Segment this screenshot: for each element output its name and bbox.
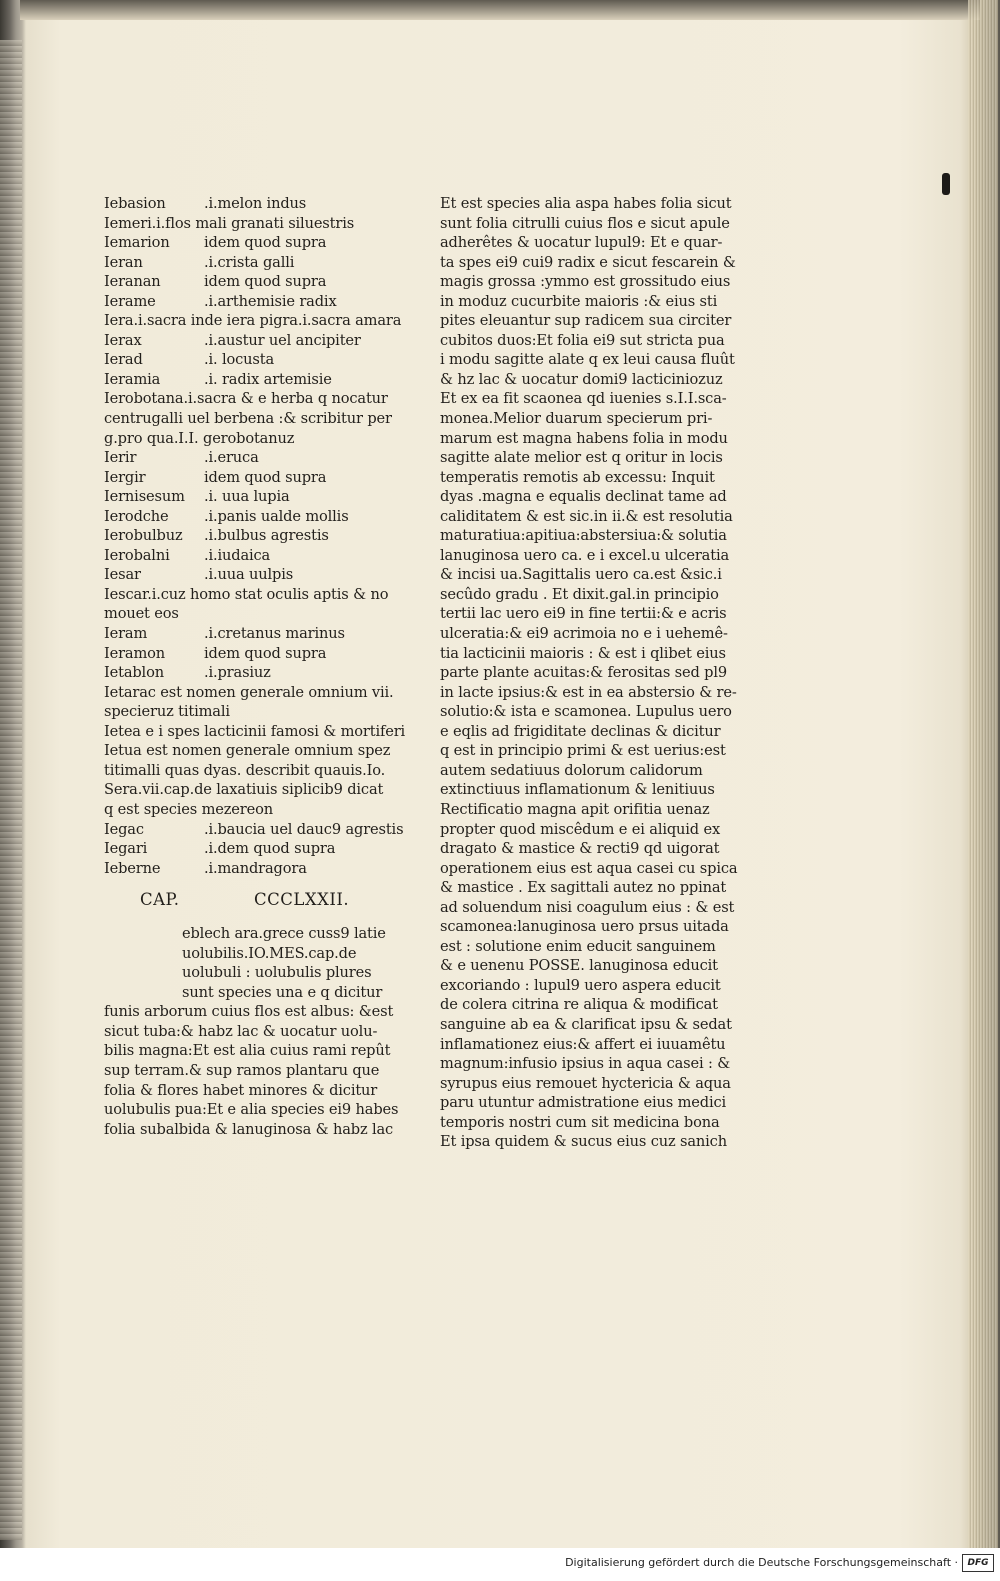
body-text-line: est : solutione enim educit sanguinem — [440, 937, 716, 955]
glossary-entry — [104, 409, 396, 429]
entry-term: Ierobalni — [104, 546, 170, 564]
entry-term: Ierobulbuz — [104, 527, 183, 545]
body-text-line: de colera citrina re aliqua & modificat — [440, 996, 718, 1014]
entry-gloss: idem quod supra — [204, 468, 327, 486]
body-text-line: pites eleuantur sup radicem sua circiter — [440, 312, 732, 330]
entry-term: Iemeri.i.flos mali granati siluestris — [104, 214, 355, 232]
body-text-line: sunt folia citrulli cuius flos e sicut apule — [440, 214, 730, 232]
body-text-line: magis grossa :ymmo est grossitudo eius — [440, 273, 731, 291]
body-text-line: adherêtes & uocatur lupul9: Et e quar- — [440, 234, 723, 252]
body-text-line: inflamationez eius:& affert ei iuuamêtu — [440, 1035, 726, 1053]
entry-gloss: .i.prasiuz — [204, 664, 271, 682]
body-text-line: e eqlis ad frigiditate declinas & dicitur — [440, 722, 721, 740]
entry-term: Ietarac est nomen generale omnium vii. — [104, 683, 394, 701]
entry-gloss: .i.crista galli — [204, 253, 295, 271]
entry-term: Ietua est nomen generale omnium spez — [104, 742, 391, 760]
body-text-line: dragato & mastice & recti9 qd uigorat — [440, 840, 720, 858]
glossary-entry — [104, 800, 396, 820]
entry-term: Ierame — [104, 292, 156, 310]
entry-gloss: .i.baucia uel dauc9 agrestis — [204, 820, 404, 838]
entry-term: specieruz titimali — [104, 703, 230, 721]
entry-gloss: .i.austur uel ancipiter — [204, 331, 361, 349]
entry-gloss: .i.melon indus — [204, 195, 307, 212]
glossary-entry — [104, 585, 396, 605]
entry-gloss: .i. uua lupia — [204, 488, 290, 506]
entry-term: Ieranan — [104, 273, 161, 291]
body-text-line: temperatis remotis ab excessu: Inquit — [440, 468, 715, 486]
glossary-entry — [104, 722, 406, 742]
glossary-entry — [104, 859, 396, 879]
chapter-text-line: sup terram.& sup ramos plantaru que — [104, 1061, 380, 1079]
footer-bar — [0, 1548, 1000, 1581]
glossary-entry — [104, 644, 396, 664]
entry-term: Ietea e i spes lacticinii famosi & mortiferi — [104, 722, 406, 740]
entry-gloss: idem quod supra — [204, 273, 327, 291]
body-text-line: ulceratia:& ei9 acrimoia no e i uehemê- — [440, 625, 728, 643]
body-text-line: solutio:& ista e scamonea. Lupulus uero — [440, 703, 732, 721]
body-text-line: in moduz cucurbite maioris :& eius sti — [440, 292, 718, 310]
glossary-entry — [104, 741, 396, 761]
glossary-entry — [104, 761, 396, 781]
entry-gloss: .i.bulbus agrestis — [204, 527, 329, 545]
body-text-line: lanuginosa uero ca. e i excel.u ulceratia — [440, 546, 730, 564]
right-column — [440, 194, 736, 1152]
body-text-line: & hz lac & uocatur domi9 lacticiniozuz — [440, 370, 723, 388]
chapter-text-line: uolubulis pua:Et e alia species ei9 habes — [104, 1101, 399, 1119]
body-text-line: caliditatem & est sic.in ii.& est resolutia — [440, 507, 733, 525]
entry-gloss: .i. radix artemisie — [204, 370, 332, 388]
glossary-entry — [104, 194, 396, 214]
entry-gloss: idem quod supra — [204, 234, 327, 252]
body-text-line: extinctiuus inflamationum & lenitiuus — [440, 781, 715, 799]
entry-term: Ieram — [104, 625, 148, 643]
entry-term: Ieramia — [104, 370, 161, 388]
entry-gloss: .i.dem quod supra — [204, 840, 336, 858]
entry-term: Ieran — [104, 253, 143, 271]
body-text-line: syrupus eius remouet hyctericia & aqua — [440, 1074, 731, 1092]
entry-gloss: .i.mandragora — [204, 859, 307, 877]
body-text-line: tia lacticinii maioris : & est i qlibet eius — [440, 644, 726, 662]
glossary-entry — [104, 429, 396, 449]
entry-term: Ierodche — [104, 507, 169, 525]
entry-term: Iemarion — [104, 234, 170, 252]
glossary-entry — [104, 389, 396, 409]
glossary-entry — [104, 663, 396, 683]
body-text-line: & e uenenu POSSE. lanuginosa educit — [440, 957, 718, 975]
body-text-line: q est in principio primi & est uerius:est — [440, 742, 726, 760]
entry-term: g.pro qua.I.I. gerobotanuz — [104, 429, 295, 447]
glossary-entry — [104, 468, 396, 488]
margin-mark — [942, 173, 950, 195]
body-text-line: in lacte ipsius:& est in ea abstersio & re- — [440, 683, 737, 701]
entry-term: Iesar — [104, 566, 141, 584]
body-text-line: ad soluendum nisi coagulum eius : & est — [440, 898, 735, 916]
right-page-edges — [968, 0, 998, 1548]
body-text-line: monea.Melior duarum specierum pri- — [440, 410, 713, 428]
body-text-line: maturatiua:apitiua:abstersiua:& solutia — [440, 527, 727, 545]
entry-term: Ietablon — [104, 664, 164, 682]
entry-gloss: .i.uua uulpis — [204, 566, 294, 584]
entry-term: titimalli quas dyas. describit quauis.Io. — [104, 761, 386, 779]
chapter-text-line: bilis magna:Et est alia cuius rami repût — [104, 1042, 391, 1060]
entry-term: Sera.vii.cap.de laxatiuis siplicib9 dicat — [104, 781, 384, 799]
entry-gloss: .i. locusta — [204, 351, 275, 369]
chapter-text-line: folia subalbida & lanuginosa & habz lac — [104, 1120, 394, 1138]
glossary-entry — [104, 487, 396, 507]
glossary-entry — [104, 526, 396, 546]
left-page-edge — [0, 40, 22, 1540]
body-text-line: tertii lac uero ei9 in fine tertii:& e acris — [440, 605, 727, 623]
glossary-entry — [104, 604, 396, 624]
glossary-entry — [104, 350, 396, 370]
entry-term: Ieramon — [104, 644, 166, 662]
entry-gloss: .i.panis ualde mollis — [204, 507, 349, 525]
body-text-line: sagitte alate melior est q oritur in locis — [440, 449, 723, 467]
entry-term: Iera.i.sacra inde iera pigra.i.sacra amara — [104, 312, 402, 330]
body-text-line: Et ex ea fit scaonea qd iuenies s.I.I.sca- — [440, 390, 727, 408]
glossary-entry — [104, 507, 396, 527]
entry-gloss: .i.arthemisie radix — [204, 292, 337, 310]
glossary-entry — [104, 839, 396, 859]
entry-term: mouet eos — [104, 605, 179, 623]
entry-term: Iernisesum — [104, 488, 185, 506]
chapter-text-line: funis arborum cuius flos est albus: &est — [104, 1003, 394, 1021]
entry-term: q est species mezereon — [104, 800, 273, 818]
body-text-line: magnum:infusio ipsius in aqua casei : & — [440, 1055, 731, 1073]
glossary-entry — [104, 683, 396, 703]
chapter-text-line: uolubilis.IO.MES.cap.de — [182, 944, 357, 962]
glossary-entry — [104, 214, 396, 234]
body-text-line: secûdo gradu . Et dixit.gal.in principio — [440, 585, 719, 603]
chapter-number: CCCLXXII. — [254, 890, 350, 910]
body-text-line: dyas .magna e equalis declinat tame ad — [440, 488, 727, 506]
glossary-entry — [104, 370, 396, 390]
entry-term: centrugalli uel berbena :& scribitur per — [104, 410, 392, 428]
entry-term: Iergir — [104, 468, 146, 486]
body-text-line: scamonea:lanuginosa uero prsus uitada — [440, 918, 729, 936]
entry-gloss: .i.eruca — [204, 449, 259, 467]
body-text-line: autem sedatiuus dolorum calidorum — [440, 761, 703, 779]
body-text-line: parte plante acuitas:& ferositas sed pl9 — [440, 664, 728, 682]
body-text-line: cubitos duos:Et folia ei9 sut stricta pua — [440, 331, 725, 349]
body-text-line: ta spes ei9 cui9 radix e sicut fescarein & — [440, 253, 736, 271]
body-text-line: temporis nostri cum sit medicina bona — [440, 1113, 720, 1131]
chapter-heading — [104, 878, 396, 918]
body-text-line: Et est species alia aspa habes folia sicut — [440, 195, 732, 212]
body-text-line: propter quod miscêdum e ei aliquid ex — [440, 820, 721, 838]
glossary-entry — [104, 565, 396, 585]
page-text-area — [22, 16, 970, 1544]
glossary-entry — [104, 253, 396, 273]
glossary-entry — [104, 272, 396, 292]
entry-term: Ierir — [104, 449, 137, 467]
body-text-line: excoriando : lupul9 uero aspera educit — [440, 976, 721, 994]
entry-term: Iegac — [104, 820, 144, 838]
glossary-entry — [104, 702, 396, 722]
chapter-text-line: eblech ara.grece cuss9 latie — [182, 925, 386, 943]
glossary-entry — [104, 292, 396, 312]
entry-gloss: .i.iudaica — [204, 546, 271, 564]
left-column — [104, 194, 406, 1139]
entry-gloss: .i.cretanus marinus — [204, 625, 345, 643]
chapter-label: CAP. — [140, 890, 180, 910]
entry-term: Ieberne — [104, 859, 161, 877]
body-text-line: i modu sagitte alate q ex leui causa fluût — [440, 351, 735, 369]
glossary-entry — [104, 780, 396, 800]
chapter-text-line: sicut tuba:& habz lac & uocatur uolu- — [104, 1022, 378, 1040]
entry-term: Ierad — [104, 351, 143, 369]
dfg-logo: DFG — [962, 1554, 994, 1572]
funding-credit: Digitalisierung gefördert durch die Deutsche Forschungsgemeinschaft · — [565, 1556, 958, 1569]
glossary-entry — [104, 546, 396, 566]
glossary-entry — [104, 448, 396, 468]
body-text-line: sanguine ab ea & clarificat ipsu & sedat — [440, 1015, 732, 1033]
entry-term: Iebasion — [104, 195, 166, 212]
glossary-entry — [104, 820, 404, 840]
body-text-line: paru utuntur admistratione eius medici — [440, 1094, 727, 1112]
entry-term: Ierax — [104, 331, 142, 349]
body-text-line: operationem eius est aqua casei cu spica — [440, 859, 738, 877]
chapter-text-line: folia & flores habet minores & dicitur — [104, 1081, 378, 1099]
entry-term: Iegari — [104, 840, 148, 858]
body-text-line: & incisi ua.Sagittalis uero ca.est &sic.i — [440, 566, 722, 584]
body-text-line: Rectificatio magna apit orifitia uenaz — [440, 800, 710, 818]
body-text-line: Et ipsa quidem & sucus eius cuz sanich — [440, 1133, 727, 1151]
glossary-entry — [104, 311, 402, 331]
body-text-line: marum est magna habens folia in modu — [440, 429, 728, 447]
glossary-entry — [104, 331, 396, 351]
body-text-line: & mastice . Ex sagittali autez no ppinat — [440, 879, 727, 897]
entry-gloss: idem quod supra — [204, 644, 327, 662]
entry-term: Iescar.i.cuz homo stat oculis aptis & no — [104, 585, 389, 603]
chapter-text-line: sunt species una e q dicitur — [182, 983, 383, 1001]
entry-term: Ierobotana.i.sacra & e herba q nocatur — [104, 390, 388, 408]
glossary-entry — [104, 624, 396, 644]
chapter-text-line: uolubuli : uolubulis plures — [182, 964, 372, 982]
glossary-entry — [104, 233, 396, 253]
